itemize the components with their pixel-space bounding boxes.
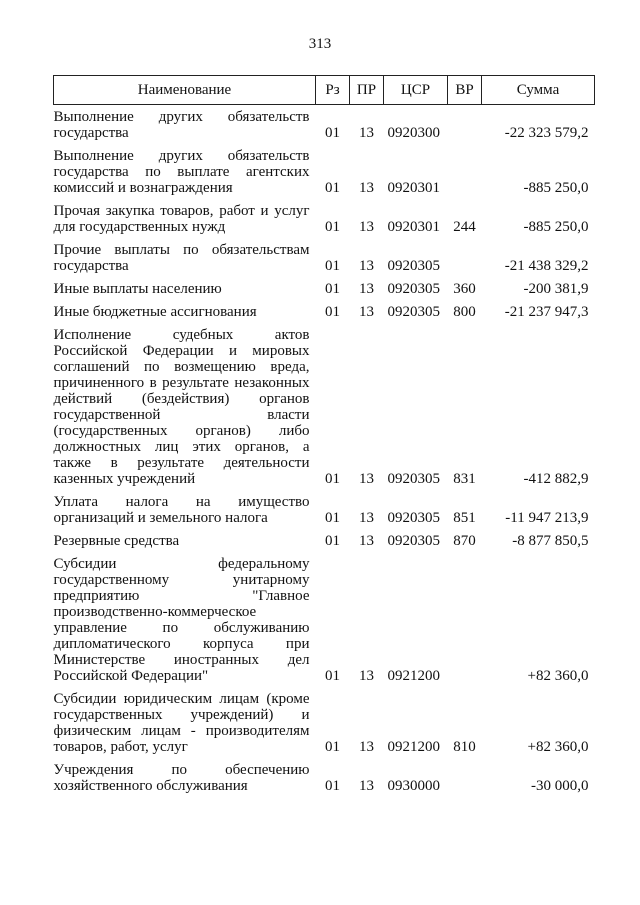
table-row — [54, 684, 595, 755]
cell-name: Выполнение других обязательств государства — [53, 109, 310, 141]
cell-vr: 851 — [453, 510, 476, 526]
cell-pr: 13 — [359, 668, 374, 684]
header-name: Наименование — [54, 76, 316, 105]
cell-csr: 0920305 — [387, 304, 440, 320]
cell-name: Учреждения по обеспечению хозяйственного обслуживания — [53, 762, 310, 794]
table-row — [54, 196, 595, 235]
cell-vr — [448, 105, 482, 142]
cell-sum: -30 000,0 — [531, 778, 589, 794]
cell-sum: -885 250,0 — [523, 219, 589, 235]
cell-pr: 13 — [359, 219, 374, 235]
table-header — [54, 76, 595, 105]
cell-name: Иные бюджетные ассигнования — [53, 304, 257, 320]
table-row — [54, 526, 595, 549]
cell-pr: 13 — [359, 125, 374, 141]
table-row — [54, 297, 595, 320]
cell-rz: 01 — [325, 304, 340, 320]
cell-sum: -8 877 850,5 — [512, 533, 589, 549]
cell-sum: -412 882,9 — [523, 471, 589, 487]
cell-csr: 0920305 — [387, 510, 440, 526]
cell-rz: 01 — [325, 668, 340, 684]
table-row — [54, 549, 595, 684]
cell-csr: 0920305 — [387, 281, 440, 297]
cell-rz: 01 — [325, 180, 340, 196]
cell-rz: 01 — [325, 778, 340, 794]
cell-rz: 01 — [325, 258, 340, 274]
cell-csr: 0921200 — [387, 668, 440, 684]
cell-name: Резервные средства — [53, 533, 180, 549]
table-row — [54, 274, 595, 297]
cell-pr: 13 — [359, 533, 374, 549]
cell-rz: 01 — [325, 281, 340, 297]
cell-csr: 0920305 — [387, 258, 440, 274]
cell-vr — [448, 755, 482, 794]
cell-pr: 13 — [359, 739, 374, 755]
cell-rz: 01 — [325, 533, 340, 549]
cell-pr: 13 — [359, 778, 374, 794]
cell-sum: -22 323 579,2 — [504, 125, 589, 141]
header-pr: ПР — [350, 76, 384, 105]
cell-vr: 244 — [453, 219, 476, 235]
cell-sum: -21 438 329,2 — [504, 258, 589, 274]
budget-table — [53, 75, 595, 794]
table-row — [54, 105, 595, 142]
cell-rz: 01 — [325, 739, 340, 755]
cell-name: Прочая закупка товаров, работ и услуг для государственных нужд — [53, 203, 310, 235]
header-rz: Рз — [316, 76, 350, 105]
cell-vr — [448, 141, 482, 196]
cell-sum: -885 250,0 — [523, 180, 589, 196]
cell-csr: 0920301 — [387, 219, 440, 235]
cell-vr: 360 — [453, 281, 476, 297]
cell-csr: 0920300 — [387, 125, 440, 141]
header-sum: Сумма — [482, 76, 595, 105]
table-row — [54, 320, 595, 487]
cell-sum: -200 381,9 — [523, 281, 589, 297]
table-body — [54, 105, 595, 795]
cell-vr: 800 — [453, 304, 476, 320]
cell-vr: 831 — [453, 471, 476, 487]
cell-sum: -11 947 213,9 — [505, 510, 589, 526]
cell-vr: 870 — [453, 533, 476, 549]
cell-name: Исполнение судебных актов Российской Федерации и мировых соглашений по возмещению вреда, причиненного в результате незаконных действий (бездействия) органов государственной власти (государственных органов) либо должностных лиц этих органов, а также в результате деятельности казенных учреждений — [53, 327, 310, 487]
header-vr: ВР — [448, 76, 482, 105]
page-number: 313 — [308, 36, 332, 52]
cell-rz: 01 — [325, 471, 340, 487]
cell-rz: 01 — [325, 510, 340, 526]
cell-pr: 13 — [359, 180, 374, 196]
cell-csr: 0930000 — [387, 778, 440, 794]
cell-pr: 13 — [359, 304, 374, 320]
cell-csr: 0920305 — [387, 471, 440, 487]
cell-csr: 0920305 — [387, 533, 440, 549]
cell-pr: 13 — [359, 510, 374, 526]
cell-name: Выполнение других обязательств государства по выплате агентских комиссий и вознаграждения — [53, 148, 310, 196]
cell-name: Иные выплаты населению — [53, 281, 222, 297]
cell-vr — [448, 235, 482, 274]
table-row — [54, 487, 595, 526]
cell-name: Субсидии федеральному государственному унитарному предприятию "Главное производственно-коммерческое управление по обслуживанию дипломатического корпуса при Министерстве иностранных дел Российской Федерации" — [53, 556, 310, 684]
cell-pr: 13 — [359, 471, 374, 487]
cell-vr: 810 — [453, 739, 476, 755]
cell-rz: 01 — [325, 125, 340, 141]
cell-pr: 13 — [359, 258, 374, 274]
cell-name: Прочие выплаты по обязательствам государства — [53, 242, 310, 274]
table-row — [54, 235, 595, 274]
header-csr: ЦСР — [384, 76, 448, 105]
table-row — [54, 141, 595, 196]
cell-name: Уплата налога на имущество организаций и земельного налога — [53, 494, 310, 526]
cell-sum: +82 360,0 — [527, 668, 589, 684]
cell-rz: 01 — [325, 219, 340, 235]
cell-name: Субсидии юридическим лицам (кроме государственных учреждений) и физическим лицам - производителям товаров, работ, услуг — [53, 691, 310, 755]
cell-csr: 0921200 — [387, 739, 440, 755]
cell-vr — [448, 549, 482, 684]
cell-csr: 0920301 — [387, 180, 440, 196]
cell-sum: +82 360,0 — [527, 739, 589, 755]
cell-pr: 13 — [359, 281, 374, 297]
table-row — [54, 755, 595, 794]
cell-sum: -21 237 947,3 — [504, 304, 589, 320]
